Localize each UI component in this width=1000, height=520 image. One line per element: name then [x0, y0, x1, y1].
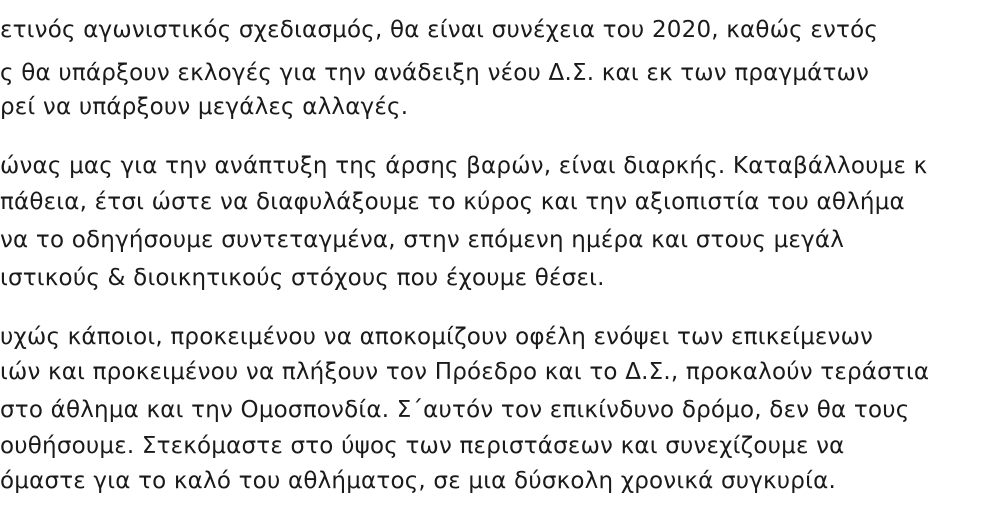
text-line: πάθεια, έτσι ώστε να διαφυλάξουμε το κύρος και την αξιοπιστία του αθλήμα [0, 189, 905, 215]
text-line: υχώς κάποιοι, προκειμένου να αποκομίζουν οφέλη ενόψει των επικείμενων [0, 324, 874, 350]
text-line: όμαστε για το καλό του αθλήματος, σε μια δύσκολη χρονικά συγκυρία. [0, 468, 836, 494]
text-line: ιστικούς & διοικητικούς στόχους που έχουμε θέσει. [0, 265, 605, 291]
text-line: ς θα υπάρξουν εκλογές για την ανάδειξη νέου Δ.Σ. και εκ των πραγμάτων [0, 60, 870, 86]
text-line: να το οδηγήσουμε συντεταγμένα, στην επόμενη ημέρα και στους μεγάλ [0, 227, 845, 253]
text-line: ιών και προκειμένου να πλήξουν τον Πρόεδρο και το Δ.Σ., προκαλούν τεράστια [0, 359, 930, 385]
text-line: ουθήσουμε. Στεκόμαστε στο ύψος των περιστάσεων και συνεχίζουμε να [0, 433, 845, 459]
text-line: ώνας μας για την ανάπτυξη της άρσης βαρών, είναι διαρκής. Καταβάλλουμε κ [0, 153, 928, 179]
text-line: ετινός αγωνιστικός σχεδιασμός, θα είναι συνέχεια του 2020, καθώς εντός [0, 17, 879, 43]
text-line: ρεί να υπάρξουν μεγάλες αλλαγές. [0, 94, 409, 120]
text-line: στο άθλημα και την Ομοσπονδία. Σ΄αυτόν τον επικίνδυνο δρόμο, δεν θα τους [0, 397, 910, 423]
